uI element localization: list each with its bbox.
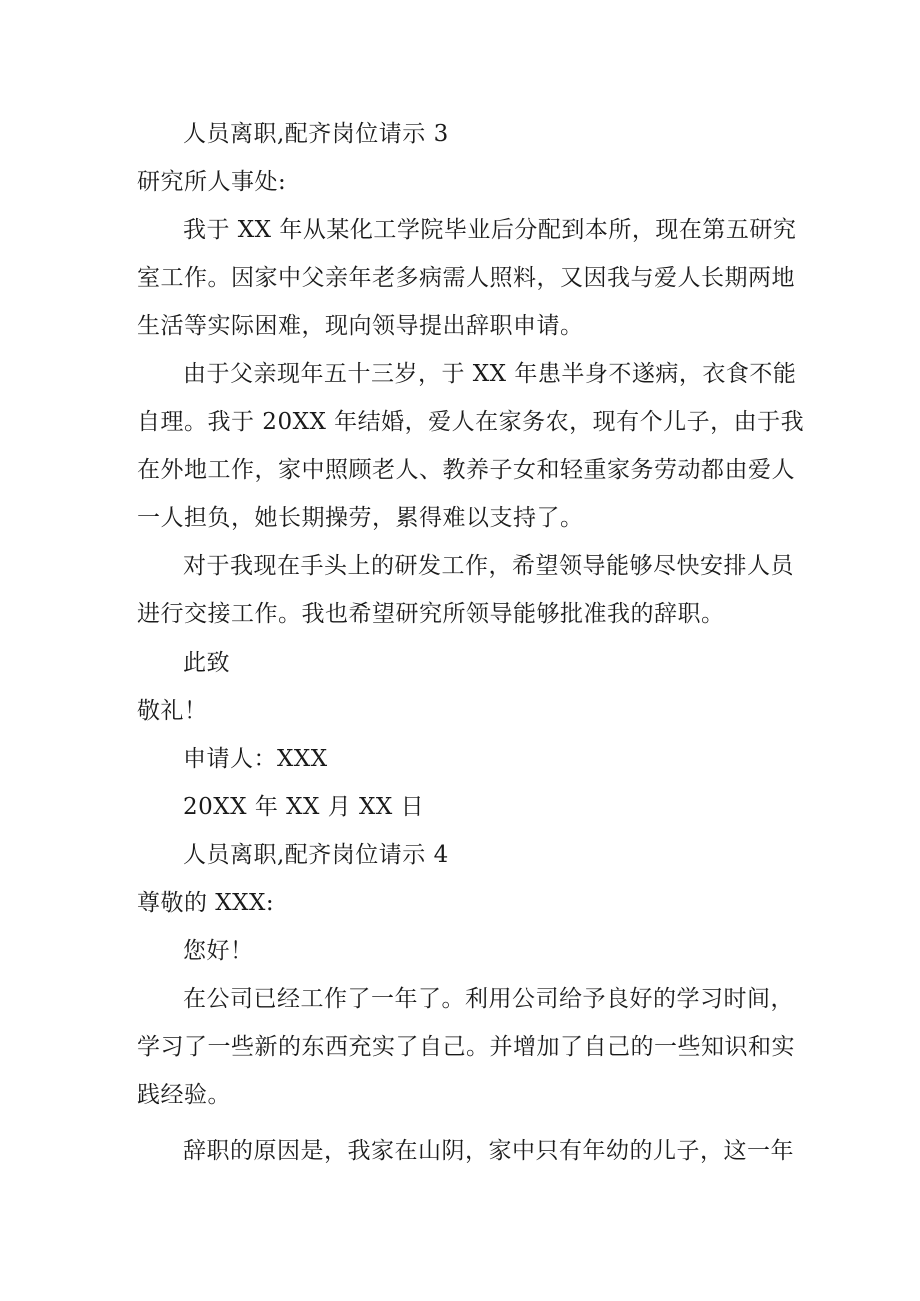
paragraph-line: 一人担负，她长期操劳，累得难以支持了。 xyxy=(137,505,584,531)
paragraph-line: 在外地工作，家中照顾老人、教养子女和轻重家务劳动都由爱人 xyxy=(137,457,795,483)
paragraph-line: 生活等实际困难，现向领导提出辞职申请。 xyxy=(137,313,584,339)
section-title-3: 人员离职,配齐岗位请示 3 xyxy=(183,121,449,147)
paragraph-line: 室工作。因家中父亲年老多病需人照料，又因我与爱人长期两地 xyxy=(137,265,795,291)
paragraph-line: 对于我现在手头上的研发工作，希望领导能够尽快安排人员 xyxy=(183,553,794,579)
closing-line-2: 敬礼！ xyxy=(137,698,208,724)
greeting-line: 您好！ xyxy=(183,938,254,964)
paragraph-line: 践经验。 xyxy=(137,1082,231,1108)
paragraph-line: 自理。我于 20XX 年结婚，爱人在家务农，现有个儿子，由于我 xyxy=(137,409,805,435)
closing-line-1: 此致 xyxy=(183,650,230,676)
addressee-4: 尊敬的 XXX: xyxy=(137,890,275,916)
paragraph-line: 由于父亲现年五十三岁，于 XX 年患半身不遂病，衣食不能 xyxy=(183,361,797,387)
section-title-4: 人员离职,配齐岗位请示 4 xyxy=(183,842,449,868)
paragraph-line: 学习了一些新的东西充实了自己。并增加了自己的一些知识和实 xyxy=(137,1034,795,1060)
paragraph-line: 辞职的原因是，我家在山阴，家中只有年幼的儿子，这一年 xyxy=(183,1138,794,1164)
addressee-3: 研究所人事处: xyxy=(137,169,287,195)
applicant-signature: 申请人：XXX xyxy=(183,746,328,772)
paragraph-line: 在公司已经工作了一年了。利用公司给予良好的学习时间， xyxy=(183,986,794,1012)
paragraph-line: 我于 XX 年从某化工学院毕业后分配到本所，现在第五研究 xyxy=(183,217,797,243)
paragraph-line: 进行交接工作。我也希望研究所领导能够批准我的辞职。 xyxy=(137,601,725,627)
date-line: 20XX 年 XX 月 XX 日 xyxy=(183,794,425,820)
